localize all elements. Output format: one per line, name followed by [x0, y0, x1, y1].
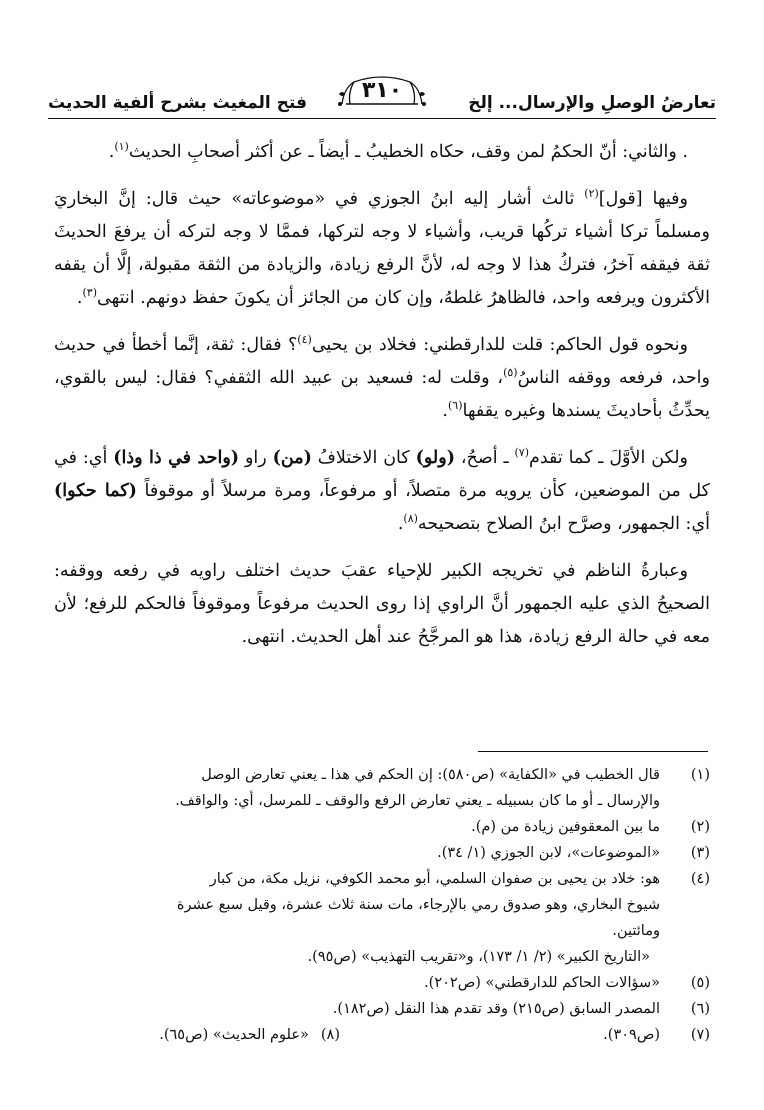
footnote [54, 866, 710, 970]
text-run: كان الاختلافُ [311, 448, 416, 468]
footnote-number: (٦) [690, 1001, 710, 1017]
footnote-8 [159, 1022, 340, 1048]
footnote-line: ومائتين. [612, 923, 660, 939]
text-run: راو [239, 448, 273, 468]
text-run: أي: الجمهور، وصرَّح ابنُ الصلاح بتصحيحه [417, 514, 710, 534]
footnote-number: (٧) [690, 1027, 710, 1043]
footnote-7 [340, 1022, 710, 1048]
paragraph [54, 183, 710, 315]
footnote-number: (٢) [690, 819, 710, 835]
paragraph [54, 442, 710, 541]
footnote [54, 814, 710, 840]
footnote-text [54, 970, 660, 996]
text-run: . والثاني: أنّ الحكمُ لمن وقف، حكاه الخطيبُ ـ أيضاً ـ عن أكثر أصحابِ الحديث [128, 142, 688, 162]
running-header [48, 70, 716, 114]
text-run: ، وقلت له: فسعيد بن عبيد الله الثقفي؟ فقال: ليس بالقوي، يحدِّثُ بأحاديثَ يسندها وغيره يقفها [54, 368, 710, 421]
header-rule [48, 118, 716, 119]
text-run: . [76, 288, 83, 308]
footnote-line: المصدر السابق (ص٢١٥) وقد تقدم هذا النقل (ص١٨٢). [332, 1001, 660, 1017]
footnote [54, 996, 710, 1022]
footnote-ref: (٤) [297, 333, 312, 347]
footnote-ref: (٧) [514, 446, 529, 460]
footnote-number: (٨) [320, 1027, 340, 1043]
footnote-line: «الموضوعات»، لابن الجوزي (١/ ٣٤). [437, 845, 660, 861]
book-title: فتح المغيث بشرح ألفية الحديث [48, 93, 308, 113]
footnote-number: (٤) [690, 871, 710, 887]
text-run: ثالث أشار إليه ابنُ الجوزي في «موضوعاته» حيث قال: إنَّ البخاريَ ومسلماً تركا أشياء تركُها قريب، وأشياء لا وجه لتركها، فممَّا لا وجه لتركه أن يرفعَ الحديثَ ثقة فيقفه آخرُ، فتركُ هذا لا وجه له، لأنَّ الرفع زيادة، والزيادة من الثقة مقبولة، إلَّا أن يقفه الأكثرون ويرفعه واحد، فالظاهرُ غلطهُ، وإن كان من الجائز أن يكونَ حفظ دونهم. انتهى [54, 189, 710, 308]
main-text [54, 136, 710, 668]
footnote-text [54, 814, 660, 840]
page-number: ٣١٠ [361, 78, 403, 103]
text-run: ونحوه قول الحاكم: قلت للدارقطني: فخلاد بن يحيى [311, 335, 688, 355]
text-run: ـ أصحُ، [455, 448, 515, 468]
footnote [54, 840, 710, 866]
footnote-text: «علوم الحديث» (ص٦٥). [159, 1027, 309, 1043]
verse-quote: (كما حكوا) [54, 481, 137, 501]
footnote-ref: (٨) [403, 512, 418, 526]
footnotes [54, 762, 710, 1048]
text-run: . [397, 514, 404, 534]
footnote-number: (٣) [690, 845, 710, 861]
chapter-title: تعارضُ الوصلِ والإرسال... إلخ [468, 93, 716, 113]
paragraph [54, 136, 710, 169]
paragraph [54, 329, 710, 428]
footnote-line: «سؤالات الحاكم للدارقطني» (ص٢٠٢). [424, 975, 660, 991]
paragraph [54, 555, 710, 654]
footnote [54, 970, 710, 996]
footnote-text [54, 762, 660, 814]
footnote-number: (١) [690, 767, 710, 783]
footnote-text [54, 840, 660, 866]
footnote-ref: (٢) [584, 187, 599, 201]
verse-quote: (واحد في ذا وذا) [113, 448, 240, 468]
footnote-ref: (٥) [503, 366, 518, 380]
footnote-text: (ص٣٠٩). [603, 1027, 660, 1043]
text-run: ولكن الأوَّلَ ـ كما تقدم [529, 448, 688, 468]
footnote-ref: (٣) [82, 286, 97, 300]
footnote-line: قال الخطيب في «الكفاية» (ص٥٨٠): إن الحكم في هذا ـ يعني تعارض الوصل [201, 767, 660, 783]
footnote-line: والإرسال ـ أو ما كان بسبيله ـ يعني تعارض الرفع والوقف ـ للمرسل، أي: والواقف. [175, 793, 660, 809]
footnote-text [54, 866, 660, 970]
footnote-line: ما بين المعقوفين زيادة من (م). [471, 819, 660, 835]
verse-quote: (ولو) [415, 448, 455, 468]
text-run: . [442, 401, 448, 421]
footnote [54, 762, 710, 814]
footnote-line: هو: خلاد بن يحيى بن صفوان السلمي، أبو محمد الكوفي، نزيل مكة، من كبار [209, 871, 660, 887]
footnote-number: (٥) [690, 975, 710, 991]
page-number-ornament [336, 70, 428, 110]
text-run: . [108, 142, 115, 162]
footnote-ref: (٦) [448, 399, 463, 413]
footnote-separator [478, 751, 708, 752]
verse-quote: (من) [272, 448, 312, 468]
footnote-text [54, 996, 660, 1022]
footnote-ref: (١) [114, 140, 129, 154]
footnote-pair-row [54, 1022, 710, 1048]
text-run: أي: في كل من الموضعين، كأن يرويه مرة متصلاً، أو مرفوعاً، ومرة مرسلاً أو موقوفاً [54, 448, 710, 501]
text-run: وفيها [قول] [598, 189, 688, 209]
text-run: ؟ فقال: ثقة، إنَّما أخطأ في حديث واحد، فرفعه ووقفه الناسُ [54, 335, 710, 388]
text-run: وعبارةُ الناظم في تخريجه الكبير للإحياء عقبَ حديث اختلف راويه في رفعه ووقفه: الصحيحُ الذي عليه الجمهور أنَّ الراوي إذا روى الحديث مرفوعاً وموقوفاً فالحكم للرفع؛ لأن معه في حالة الرفع زيادة، هذا هو المرجَّحُ عند أهل الحديث. انتهى. [54, 561, 710, 647]
footnote-line: «التاريخ الكبير» (٢/ ١/ ١٧٣)، و«تقريب التهذيب» (ص٩٥). [307, 949, 650, 965]
footnote-line: شيوخ البخاري، وهو صدوق رمي بالإرجاء، مات سنة ثلاث عشرة، وقيل سبع عشرة [176, 897, 660, 913]
